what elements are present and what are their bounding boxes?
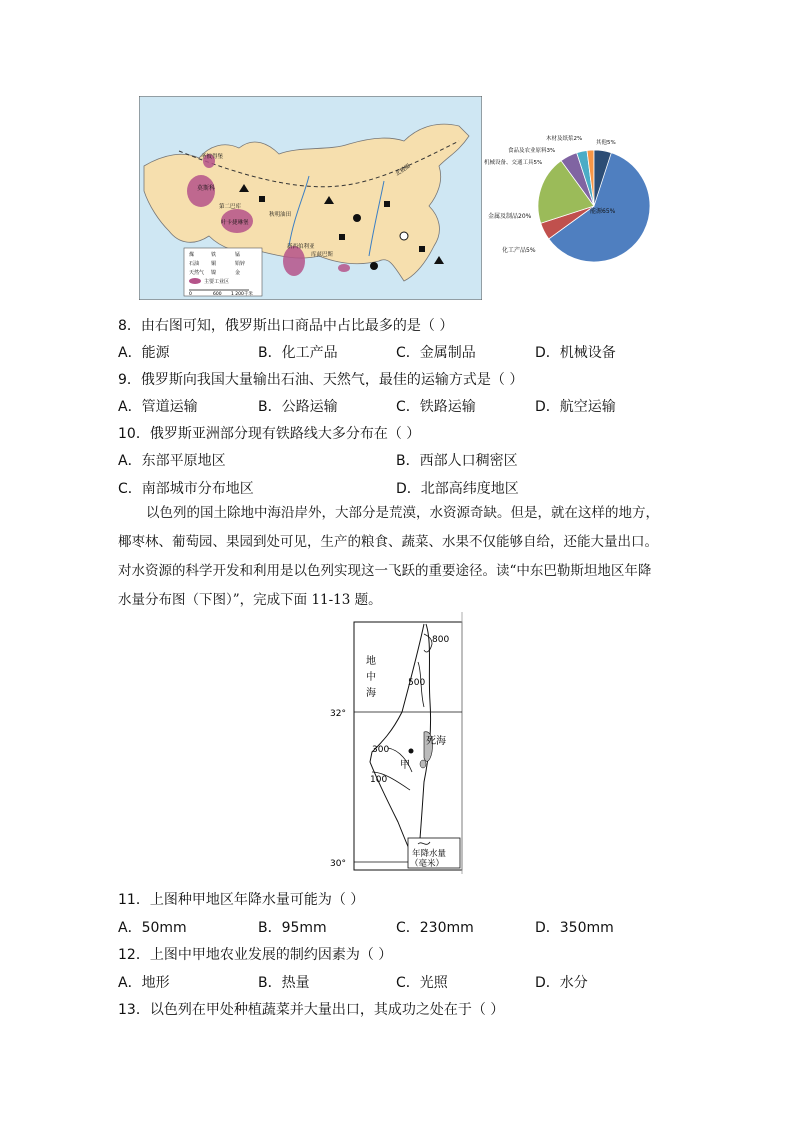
passage-line-1: 以色列的国土除地中海沿岸外，大部分是荒漠，水资源奇缺。但是，就在这样的地方，: [146, 505, 659, 521]
q12-option-d[interactable]: D．水分: [535, 975, 588, 991]
q8-option-d[interactable]: D．机械设备: [535, 345, 616, 361]
dead-sea-label: 死海: [426, 736, 446, 747]
sea-char-2: 中: [366, 672, 376, 683]
q10-option-d[interactable]: D．北部高纬度地区: [396, 481, 519, 497]
isohyet-500-label: 500: [408, 678, 426, 688]
q11-option-a[interactable]: A．50mm: [118, 920, 187, 936]
q12-option-c[interactable]: C．光照: [396, 975, 448, 991]
svg-text:年降水量: 年降水量: [412, 849, 447, 859]
svg-text:主要工业区: 主要工业区: [204, 279, 230, 285]
russia-map: [139, 96, 482, 300]
passage-line-3: 对水资源的科学开发和利用是以色列实现这一飞跃的重要途径。读“中东巴勒斯坦地区年降: [118, 563, 652, 579]
pie-label-food: 食品及农业原料3%: [508, 148, 556, 154]
pie-label-machinery: 机械设备、交通工具5%: [484, 160, 543, 166]
q11-option-d[interactable]: D．350mm: [535, 920, 614, 936]
sea-char-1: 地: [366, 656, 376, 667]
isohyet-800-label: 800: [432, 635, 450, 645]
label-tyumen: 秋明油田: [269, 212, 292, 218]
question-10-stem: 10．俄罗斯亚洲部分现有铁路线大多分布在（ ）: [118, 426, 421, 442]
q10-option-a[interactable]: A．东部平原地区: [118, 453, 226, 469]
svg-text:0: 0: [189, 292, 192, 297]
svg-text:金: 金: [235, 270, 241, 276]
label-second-baku: 第二巴库: [219, 204, 242, 210]
svg-text:镍: 镍: [211, 270, 217, 276]
label-kuzbass: 库兹巴斯: [311, 252, 334, 258]
q9-option-d[interactable]: D．航空运输: [535, 399, 616, 415]
q12-option-b[interactable]: B．热量: [258, 975, 310, 991]
svg-text:天然气: 天然气: [189, 270, 205, 276]
q8-option-c[interactable]: C．金属制品: [396, 345, 476, 361]
q8-option-b[interactable]: B．化工产品: [258, 345, 338, 361]
label-yekaterinburg: 叶卡捷琳堡: [221, 220, 249, 226]
israel-map-legend: [408, 838, 460, 869]
point-jia-label: 甲: [400, 760, 410, 771]
q9-option-a[interactable]: A．管道运输: [118, 399, 198, 415]
svg-text:铜: 铜: [211, 261, 217, 267]
label-moscow: 莫斯科: [197, 185, 216, 192]
passage-line-4: 水量分布图（下图）”，完成下面 11-13 题。: [118, 592, 382, 608]
svg-text:600: 600: [213, 292, 222, 297]
question-8-stem: 8．由右图可知，俄罗斯出口商品中占比最多的是（ ）: [118, 318, 454, 334]
label-novosibirsk: 新西伯利亚: [287, 244, 315, 250]
isohyet-100-label: 100: [370, 775, 388, 785]
pie-label-energy: 能源65%: [590, 208, 616, 215]
q9-option-b[interactable]: B．公路运输: [258, 399, 338, 415]
pie-label-wood: 木材及纸浆2%: [546, 136, 583, 142]
q10-option-c[interactable]: C．南部城市分布地区: [118, 481, 254, 497]
isohyet-300-label: 300: [372, 745, 390, 755]
pie-label-metal: 金属及制品20%: [488, 213, 532, 220]
pie-label-chemical: 化工产品5%: [502, 247, 536, 254]
reading-passage: [118, 499, 690, 615]
svg-text:1 200千米: 1 200千米: [231, 292, 253, 297]
label-petersburg: 圣彼得堡: [201, 154, 224, 160]
question-12-stem: 12．上图中甲地农业发展的制约因素为（ ）: [118, 947, 393, 963]
q12-option-a[interactable]: A．地形: [118, 975, 170, 991]
point-jia-marker: [409, 749, 414, 754]
israel-precipitation-map: [328, 612, 468, 877]
lat-30-label: 30°: [330, 859, 346, 869]
question-13-stem: 13．以色列在甲处种植蔬菜并大量出口，其成功之处在于（ ）: [118, 1002, 505, 1018]
lat-32-label: 32°: [330, 709, 346, 719]
sea-char-3: 海: [366, 688, 376, 699]
q11-option-c[interactable]: C．230mm: [396, 920, 474, 936]
label-arctic-circle: 北极圈: [394, 163, 412, 178]
q8-option-a[interactable]: A．能源: [118, 345, 170, 361]
q10-option-b[interactable]: B．西部人口稠密区: [396, 453, 518, 469]
svg-text:铅锌: 铅锌: [235, 261, 246, 267]
export-pie-chart: [482, 126, 662, 276]
svg-text:锰: 锰: [235, 252, 241, 258]
svg-text:铁: 铁: [211, 252, 217, 258]
russia-map-legend: [184, 248, 262, 297]
passage-line-2: 椰枣林、葡萄园、果园到处可见，生产的粮食、蔬菜、水果不仅能够自给，还能大量出口。: [118, 534, 658, 550]
question-9-stem: 9．俄罗斯向我国大量输出石油、天然气，最佳的运输方式是（ ）: [118, 372, 524, 388]
svg-text:煤: 煤: [189, 252, 195, 258]
svg-text:（毫米）: （毫米）: [410, 859, 445, 869]
pie-label-other: 其他5%: [596, 140, 616, 146]
q11-option-b[interactable]: B．95mm: [258, 920, 327, 936]
question-11-stem: 11．上图种甲地区年降水量可能为（ ）: [118, 892, 365, 908]
q9-option-c[interactable]: C．铁路运输: [396, 399, 476, 415]
svg-text:石油: 石油: [189, 261, 200, 267]
